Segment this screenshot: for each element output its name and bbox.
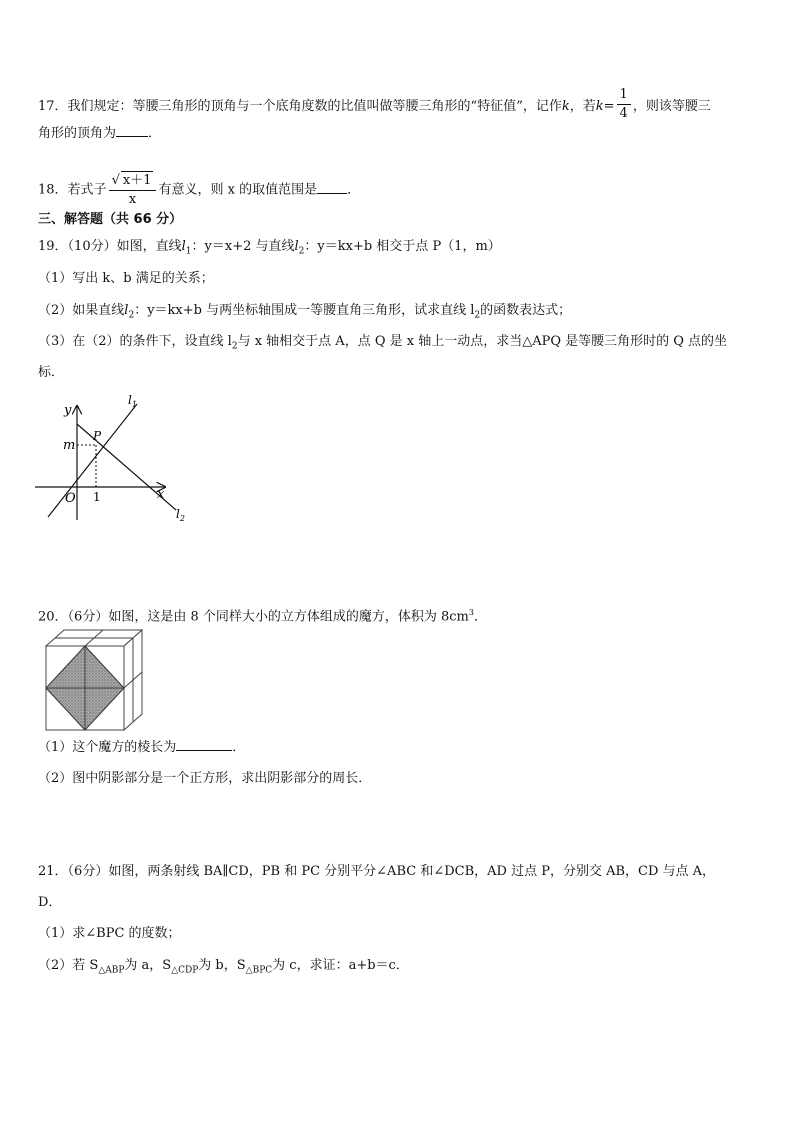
- q17-text-c: ，则该等腰三: [632, 99, 711, 114]
- label-O: O: [65, 491, 76, 506]
- q21-part2-a: （2）若 S: [38, 958, 99, 973]
- q19-coordinate-figure: [30, 392, 200, 527]
- q18-text-a: 若式子: [67, 182, 107, 198]
- label-1: 1: [93, 490, 101, 504]
- q18-number: 18．: [38, 182, 68, 198]
- q18-line: [38, 171, 360, 209]
- q19-number: 19．: [38, 239, 68, 254]
- q19-l1: l: [181, 239, 186, 254]
- q17-number: 17．: [38, 99, 68, 114]
- q21-part2: [38, 957, 409, 980]
- q21-line1: [38, 863, 715, 881]
- q17-line2-end: ．: [148, 126, 162, 141]
- q21-part2-b: 为 a，S: [124, 958, 172, 973]
- q21-line2: D．: [38, 895, 62, 910]
- q19-part3-sub: 2: [231, 341, 238, 352]
- q19-part2-b: ：y＝kx+b 与两坐标轴围成一等腰直角三角形，试求直线 l: [134, 303, 475, 318]
- q17-equals: =: [603, 99, 615, 114]
- label-y: y: [64, 403, 72, 418]
- q20-part1-end: ．: [232, 740, 246, 755]
- q21-score: （6分）: [67, 864, 109, 879]
- q20-part1: [38, 738, 245, 757]
- section-heading: 三、解答题（共 66 分）: [38, 212, 183, 227]
- label-l2: $l_2$: [176, 507, 185, 523]
- q17-fraction-denominator: 4: [619, 106, 628, 121]
- label-l1: $l_1$: [128, 393, 137, 409]
- q19-score: （10分）: [67, 239, 117, 254]
- q19-part3-a: （3）在（2）的条件下，设直线 l: [38, 334, 232, 349]
- q20-sup: 3: [468, 608, 474, 617]
- q17-fraction: [617, 86, 631, 123]
- q20-cube-figure: [44, 628, 148, 734]
- label-P: P: [93, 429, 102, 443]
- q19-part3: [38, 333, 727, 356]
- q19-intro: 如图，直线: [116, 239, 182, 254]
- q19-part2-sub2: 2: [474, 310, 481, 321]
- q17-k-var: k: [561, 99, 570, 114]
- q21-part2-d: 为 c，求证：a+b＝c．: [272, 958, 409, 973]
- q18-end: ．: [347, 182, 361, 198]
- q17-text-a: 我们规定：等腰三角形的顶角与一个底角度数的比值叫做等腰三角形的“特征值”，记作: [67, 99, 562, 114]
- q17-answer-blank[interactable]: [116, 124, 148, 137]
- q19-part2: [38, 302, 571, 325]
- q17-fraction-numerator: 1: [617, 86, 631, 105]
- q19-part2-l: l: [124, 303, 129, 318]
- q18-sqrt-expression: x＋1: [122, 173, 152, 188]
- q20-score: （6分）: [67, 609, 109, 625]
- q17-line2-text: 角形的顶角为: [38, 126, 117, 141]
- q21-part2-c: 为 b，S: [198, 958, 246, 973]
- q19-l1-eq: ：y＝x+2 与直线: [191, 239, 295, 254]
- q20-line: [38, 604, 487, 626]
- q21-number: 21．: [38, 864, 68, 879]
- q21-text: 如图，两条射线 BA∥CD，PB 和 PC 分别平分∠ABC 和∠DCB，AD 过点 P，分别交 AB，CD 与点 A，: [108, 864, 716, 879]
- label-x: x: [157, 487, 165, 502]
- q21-part1: （1）求∠BPC 的度数；: [38, 926, 181, 941]
- q20-part2: （2）图中阴影部分是一个正方形，求出阴影部分的周长．: [38, 771, 372, 786]
- q17-line2: [38, 124, 161, 143]
- q20-text: 如图，这是由 8 个同样大小的立方体组成的魔方，体积为 8cm: [108, 609, 469, 625]
- q19-part3-b: 与 x 轴相交于点 A，点 Q 是 x 轴上一动点，求当△APQ 是等腰三角形时的 Q 点的坐: [237, 334, 728, 349]
- q21-s3: △BPC: [245, 965, 273, 976]
- q19-part2-c: 的函数表达式；: [480, 303, 572, 318]
- q19-part1: （1）写出 k、b 满足的关系；: [38, 271, 214, 286]
- q19-l2-eq: ：y＝kx+b 相交于点 P（1，m）: [304, 239, 501, 254]
- q19-part2-a: （2）如果直线: [38, 303, 125, 318]
- q18-fraction: [109, 171, 157, 209]
- q21-s1: △ABP: [98, 965, 125, 976]
- q18-text-b: 有意义，则 x 的取值范围是: [158, 182, 318, 198]
- q21-s2: △CDP: [171, 965, 199, 976]
- q19-part2-sub: 2: [128, 310, 135, 321]
- q19-l2: l: [294, 239, 299, 254]
- q20-end: ．: [473, 609, 487, 625]
- q18-fraction-numerator: √ x＋1: [109, 171, 157, 191]
- q17-k-var-2: k: [595, 99, 604, 114]
- q18-answer-blank[interactable]: [317, 181, 347, 194]
- q20-number: 20．: [38, 609, 68, 625]
- label-m: m: [63, 438, 76, 453]
- q19-l1-sub: 1: [185, 246, 192, 257]
- q20-answer-blank[interactable]: [176, 738, 232, 751]
- q19-line1: [38, 238, 501, 261]
- q17-line1: [38, 88, 711, 125]
- q20-part1-text: （1）这个魔方的棱长为: [38, 740, 177, 755]
- q17-text-b: ，若: [569, 99, 596, 114]
- q18-fraction-denominator: x: [128, 192, 137, 207]
- q19-part3-line2: 标．: [38, 365, 65, 380]
- q19-l2-sub: 2: [298, 246, 305, 257]
